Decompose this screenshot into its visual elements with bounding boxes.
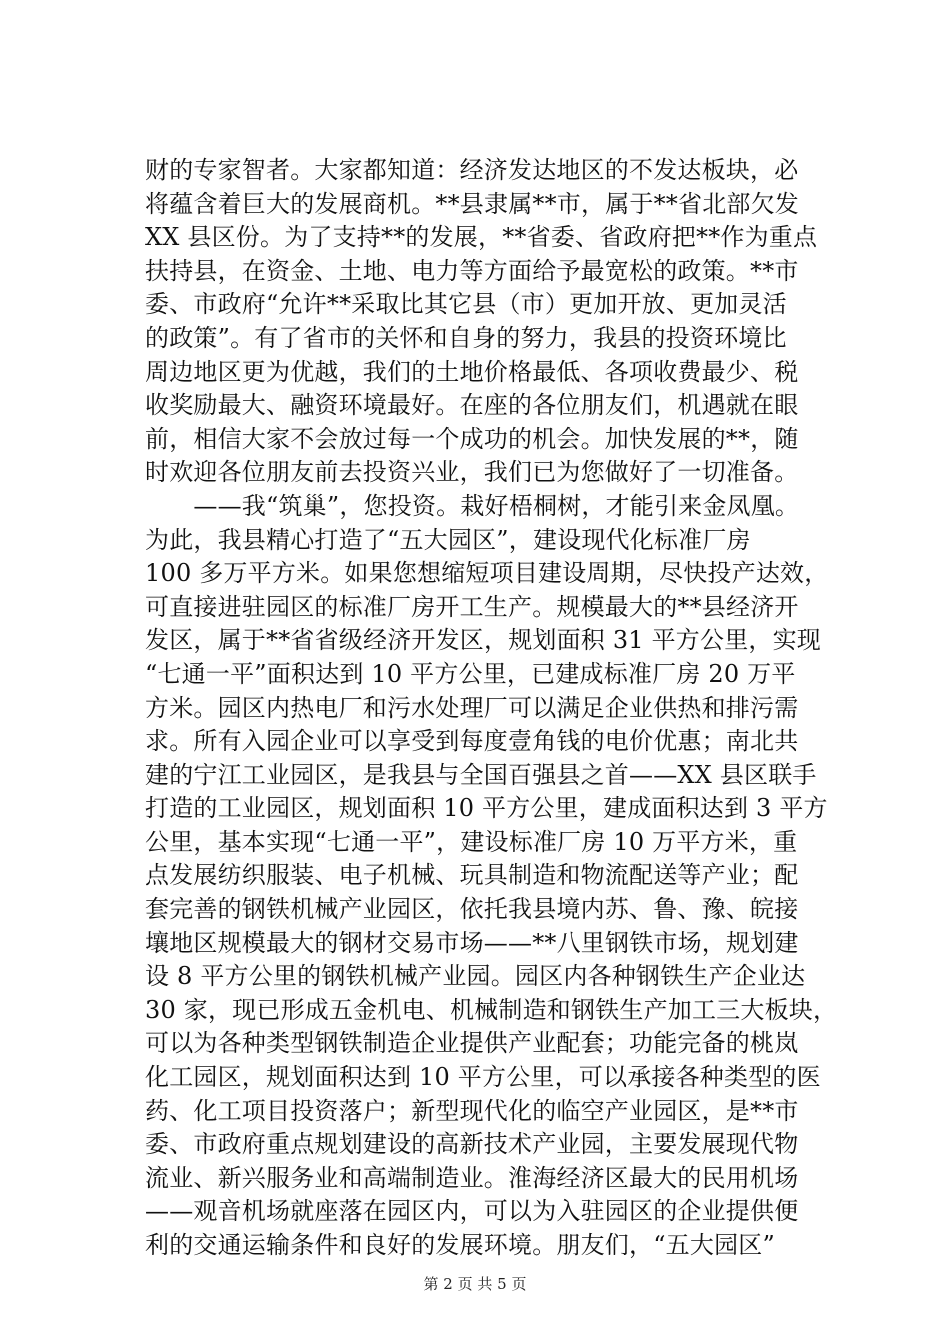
text-line: 财的专家智者。大家都知道：经济发达地区的不发达板块，必	[145, 156, 799, 184]
text-line: ——我“筑巢”，您投资。栽好梧桐树，才能引来金凤凰。	[145, 491, 800, 520]
text-line: 时欢迎各位朋友前去投资兴业，我们已为您做好了一切准备。	[145, 458, 799, 487]
text-line: ——观音机场就座落在园区内，可以为入驻园区的企业提供便	[145, 1197, 799, 1226]
body-text	[145, 154, 845, 1263]
text-line: 建的宁江工业园区，是我县与全国百强县之首——XX 县区联手	[145, 760, 817, 789]
text-line: 委、市政府重点规划建设的高新技术产业园，主要发展现代物	[145, 1130, 799, 1159]
text-line: 扶持县，在资金、土地、电力等方面给予最宽松的政策。**市	[145, 256, 799, 285]
text-line: XX 县区份。为了支持**的发展，**省委、省政府把**作为重点	[145, 223, 818, 252]
text-line: 公里，基本实现“七通一平”，建设标准厂房 10 万平方米，重	[145, 827, 798, 856]
page-number-footer: 第 2 页 共 5 页	[423, 1275, 527, 1293]
text-line: 周边地区更为优越，我们的土地价格最低、各项收费最少、税	[145, 357, 799, 386]
text-line: 点发展纺织服装、电子机械、玩具制造和物流配送等产业；配	[145, 861, 799, 890]
text-line: 可直接进驻园区的标准厂房开工生产。规模最大的**县经济开	[145, 592, 799, 621]
text-line: 方米。园区内热电厂和污水处理厂可以满足企业供热和排污需	[145, 693, 799, 722]
text-line: 打造的工业园区，规划面积 10 平方公里，建成面积达到 3 平方	[145, 794, 828, 823]
text-line: 委、市政府“允许**采取比其它县（市）更加开放、更加灵活	[145, 290, 787, 319]
text-line: 收奖励最大、融资环境最好。在座的各位朋友们，机遇就在眼	[145, 391, 799, 420]
text-line: 100 多万平方米。如果您想缩短项目建设周期，尽快投产达效，	[145, 559, 829, 588]
text-line: 发区，属于**省省级经济开发区，规划面积 31 平方公里，实现	[145, 626, 821, 655]
text-line: 30 家，现已形成五金机电、机械制造和钢铁生产加工三大板块，	[145, 995, 838, 1024]
text-line: 求。所有入园企业可以享受到每度壹角钱的电价优惠；南北共	[145, 727, 799, 756]
text-line: 的政策”。有了省市的关怀和自身的努力，我县的投资环境比	[145, 323, 787, 352]
text-line: “七通一平”面积达到 10 平方公里，已建成标准厂房 20 万平	[145, 659, 796, 688]
text-line: 化工园区，规划面积达到 10 平方公里，可以承接各种类型的医	[145, 1063, 821, 1092]
text-line: 为此，我县精心打造了“五大园区”，建设现代化标准厂房	[145, 525, 751, 554]
text-line: 药、化工项目投资落户；新型现代化的临空产业园区，是**市	[145, 1096, 799, 1125]
text-line: 利的交通运输条件和良好的发展环境。朋友们，“五大园区”	[145, 1231, 775, 1259]
text-line: 将蕴含着巨大的发展商机。**县隶属**市，属于**省北部欠发	[145, 189, 799, 218]
text-line: 套完善的钢铁机械产业园区，依托我县境内苏、鲁、豫、皖接	[145, 895, 799, 924]
text-line: 流业、新兴服务业和高端制造业。淮海经济区最大的民用机场	[145, 1163, 799, 1192]
text-line: 可以为各种类型钢铁制造企业提供产业配套；功能完备的桃岚	[145, 1029, 799, 1058]
text-line: 壤地区规模最大的钢材交易市场——**八里钢铁市场，规划建	[145, 928, 799, 957]
text-line: 设 8 平方公里的钢铁机械产业园。园区内各种钢铁生产企业达	[145, 962, 806, 991]
text-line: 前，相信大家不会放过每一个成功的机会。加快发展的**，随	[145, 424, 799, 453]
